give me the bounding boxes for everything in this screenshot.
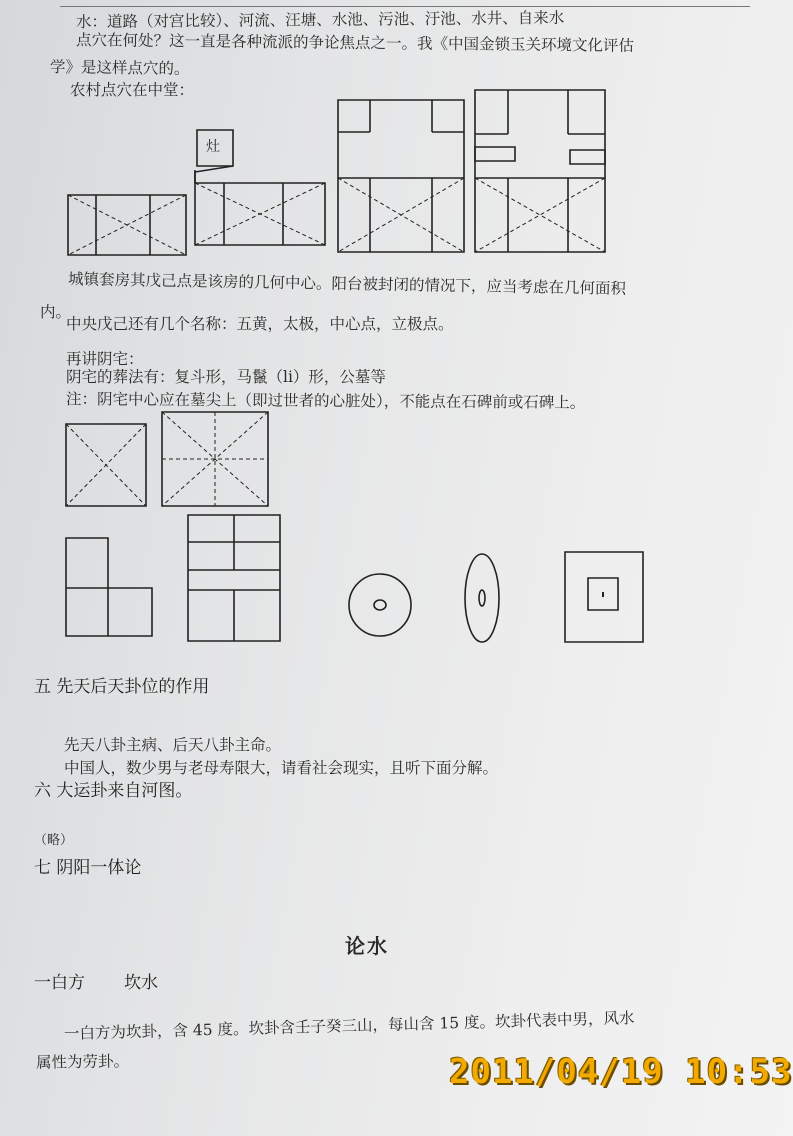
tomb-square-1: [66, 424, 146, 506]
heading-section-6: 六 大运卦来自河图。: [34, 781, 193, 801]
text-line-within: 内。: [40, 303, 72, 321]
tomb-square-2: [162, 412, 268, 506]
text-line-rural: 农村点穴在中堂：: [70, 81, 195, 99]
tomb-circle: [349, 574, 411, 636]
heading-section-5: 五 先天后天卦位的作用: [34, 677, 210, 697]
text-line-center-names: 中央戊己还有几个名称：五黄，太极，中心点，立极点。: [66, 315, 454, 333]
page-top-rule: [60, 6, 750, 7]
text-line-book-ref: 学》是这样点穴的。: [49, 58, 190, 78]
text-line-attribute: 属性为劳卦。: [35, 1052, 130, 1072]
text-line-note: 注：阴宅中心应在墓尖上（即过世者的心脏处），不能点在石碑前或石碑上。: [65, 390, 586, 412]
tomb-grid: [188, 515, 280, 641]
subheading-kan-water: 坎水: [124, 973, 158, 993]
heading-section-7: 七 阴阳一体论: [34, 858, 142, 878]
text-line-burial: 阴宅的葬法有：复斗形，马鬣（li）形，公墓等: [66, 368, 386, 386]
stove-label: 灶: [206, 139, 220, 155]
tomb-l-shape: [66, 538, 152, 636]
chapter-title: 论水: [345, 934, 389, 958]
text-line-kan: 一白方为坎卦，含 45 度。坎卦含壬子癸三山，每山含 15 度。坎卦代表中男，风水: [63, 1009, 635, 1043]
text-line-bagua: 先天八卦主病、后天八卦主命。: [64, 736, 282, 754]
text-omitted: （略）: [34, 833, 74, 848]
text-line-urban: 城镇套房其戊己点是该房的几何中心。阳台被封闭的情况下，应当考虑在几何面积: [67, 270, 627, 298]
subheading-direction: 一白方: [34, 973, 85, 993]
tomb-square-nested: [565, 552, 643, 642]
text-line-water: 水：道路（对宫比较）、河流、汪塘、水池、污池、汙池、水井、自来水: [75, 8, 565, 32]
text-line-chinese: 中国人，数少男与老母寿限大，请看社会现实，且听下面分解。: [64, 759, 499, 777]
tomb-ellipse: [465, 554, 499, 642]
date-time-stamp: 2011/04/19 10:53: [449, 1052, 793, 1092]
plan-4: [475, 90, 605, 252]
text-line-yin-house: 再讲阴宅：: [66, 350, 144, 368]
text-line-acupoint-question: 点穴在何处？这一直是各种流派的争论焦点之一。我《中国金锁玉关环境文化评估: [75, 31, 635, 55]
plan-3: [338, 100, 464, 252]
plan-1: [68, 195, 186, 255]
